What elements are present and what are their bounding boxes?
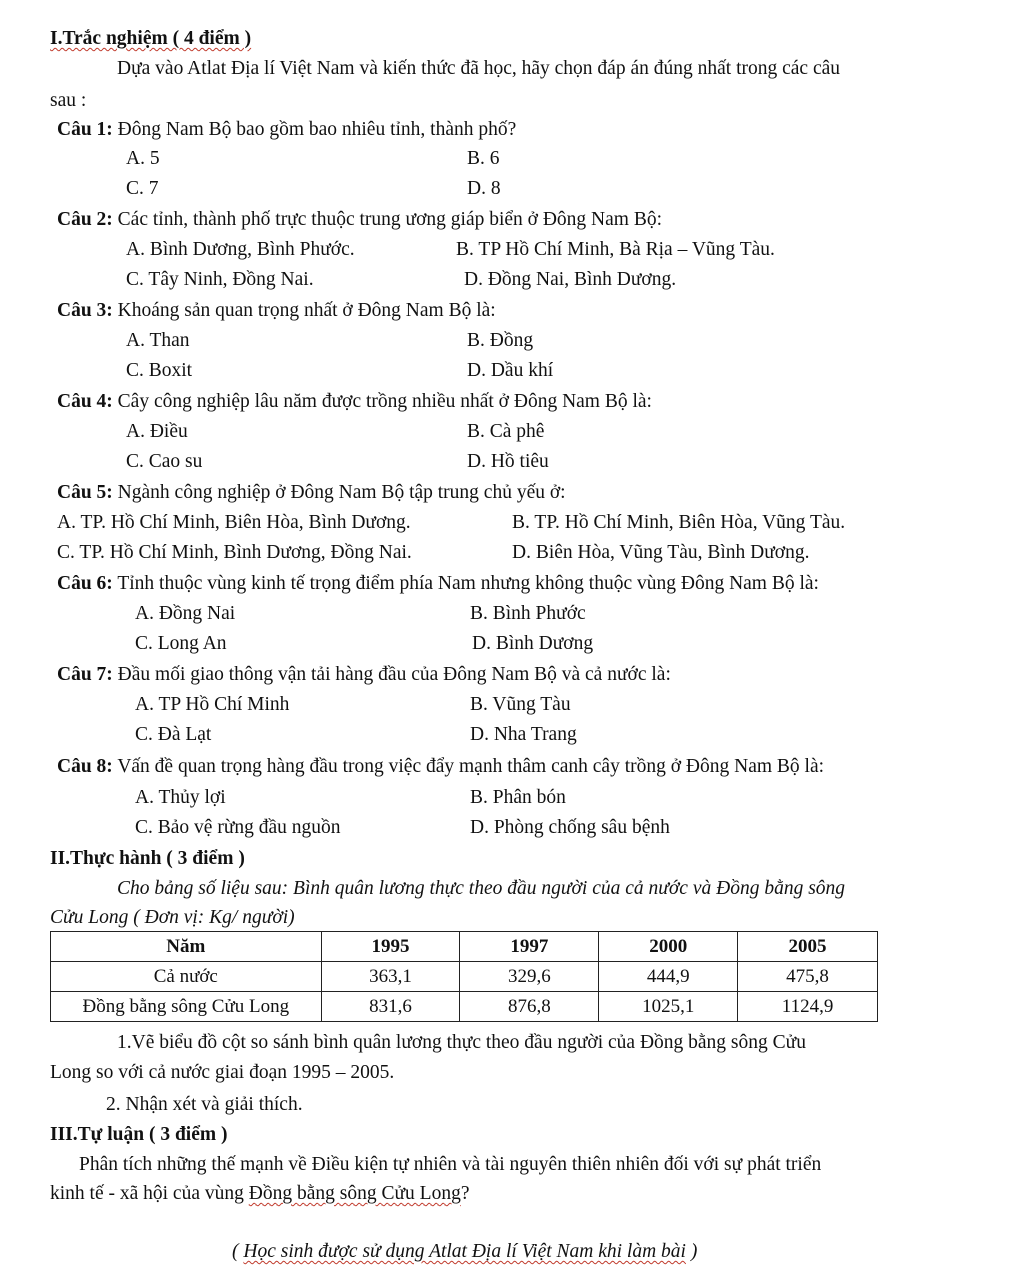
footer-note xyxy=(232,1240,697,1264)
section2-intro-line2: Cửu Long ( Đơn vị: Kg/ người) xyxy=(50,907,295,928)
q6-option-d: D. Bình Dương xyxy=(472,633,594,654)
q6-option-b: B. Bình Phước xyxy=(470,603,586,624)
table-cell: 475,8 xyxy=(738,962,878,992)
q7-option-d: D. Nha Trang xyxy=(470,724,577,745)
q5-option-a: A. TP. Hồ Chí Minh, Biên Hòa, Bình Dương. xyxy=(57,512,411,533)
table-cell: 329,6 xyxy=(460,962,599,992)
section2-intro-line1: Cho bảng số liệu sau: Bình quân lương thực theo đầu người của cả nước và Đồng bằng sông xyxy=(117,878,846,899)
footer-note-text: Học sinh được sử dụng Atlat Địa lí Việt Nam khi làm bài xyxy=(243,1241,686,1262)
table-header-cell: 2000 xyxy=(599,932,738,962)
question-label: Câu 2: xyxy=(57,209,113,230)
question-text: Tỉnh thuộc vùng kinh tế trọng điểm phía Nam nhưng không thuộc vùng Đông Nam Bộ là: xyxy=(112,573,819,594)
q4-option-c: C. Cao su xyxy=(126,451,203,472)
task2: 2. Nhận xét và giải thích. xyxy=(106,1094,303,1115)
section1-title xyxy=(50,27,251,51)
question-3 xyxy=(57,299,496,323)
question-text: Đầu mối giao thông vận tải hàng đầu của Đông Nam Bộ và cả nước là: xyxy=(112,664,671,685)
question-text: Khoáng sản quan trọng nhất ở Đông Nam Bộ là: xyxy=(112,300,496,321)
q8-option-c: C. Bảo vệ rừng đầu nguồn xyxy=(135,817,341,838)
question-6 xyxy=(57,572,819,596)
section3-text-part: kinh tế - xã hội của vùng xyxy=(50,1183,249,1204)
table-cell: 831,6 xyxy=(321,992,460,1022)
q6-option-c: C. Long An xyxy=(135,633,227,654)
table-cell: Cả nước xyxy=(51,962,322,992)
table-row xyxy=(51,962,878,992)
q3-option-b: B. Đồng xyxy=(467,330,534,351)
data-table xyxy=(50,931,878,1022)
q2-option-c: C. Tây Ninh, Đồng Nai. xyxy=(126,269,314,290)
q1-option-b: B. 6 xyxy=(467,148,500,169)
table-cell: Đồng bằng sông Cửu Long xyxy=(51,992,322,1022)
section3-text-end: ? xyxy=(460,1183,470,1204)
table-cell: 363,1 xyxy=(321,962,460,992)
q7-option-c: C. Đà Lạt xyxy=(135,724,212,745)
task1-line1: 1.Vẽ biểu đồ cột so sánh bình quân lương thực theo đầu người của Đồng bằng sông Cửu xyxy=(117,1032,806,1053)
q2-option-b: B. TP Hồ Chí Minh, Bà Rịa – Vũng Tàu. xyxy=(456,239,775,260)
q4-option-b: B. Cà phê xyxy=(467,421,545,442)
question-5 xyxy=(57,481,566,505)
question-text: Cây công nghiệp lâu năm được trồng nhiều nhất ở Đông Nam Bộ là: xyxy=(112,391,652,412)
q7-option-b: B. Vũng Tàu xyxy=(470,694,571,715)
region-name: Đồng bằng sông Cửu Long xyxy=(248,1183,461,1204)
table-cell: 444,9 xyxy=(599,962,738,992)
q4-option-d: D. Hồ tiêu xyxy=(467,451,549,472)
section3-title: III.Tự luận ( 3 điểm ) xyxy=(50,1124,228,1145)
section3-text-line2 xyxy=(50,1182,469,1206)
q3-option-d: D. Dầu khí xyxy=(467,360,554,381)
q2-option-d: D. Đồng Nai, Bình Dương. xyxy=(464,269,677,290)
q5-option-d: D. Biên Hòa, Vũng Tàu, Bình Dương. xyxy=(512,542,810,563)
table-cell: 1025,1 xyxy=(599,992,738,1022)
question-8 xyxy=(57,755,824,779)
question-2 xyxy=(57,208,662,232)
q6-option-a: A. Đồng Nai xyxy=(135,603,236,624)
question-text: Các tỉnh, thành phố trực thuộc trung ương giáp biển ở Đông Nam Bộ: xyxy=(112,209,663,230)
section1-intro-line1: Dựa vào Atlat Địa lí Việt Nam và kiến thức đã học, hãy chọn đáp án đúng nhất trong các câu xyxy=(117,58,841,79)
table-header-cell: Năm xyxy=(51,932,322,962)
footer-open: ( xyxy=(232,1241,244,1262)
question-label: Câu 7: xyxy=(57,664,113,685)
q8-option-a: A. Thủy lợi xyxy=(135,787,226,808)
q7-option-a: A. TP Hồ Chí Minh xyxy=(135,694,290,715)
table-header-row xyxy=(51,932,878,962)
q1-option-d: D. 8 xyxy=(467,178,501,199)
section2-title: II.Thực hành ( 3 điểm ) xyxy=(50,848,245,869)
question-text: Ngành công nghiệp ở Đông Nam Bộ tập trung chủ yếu ở: xyxy=(112,482,566,503)
section3-text-line1: Phân tích những thế mạnh về Điều kiện tự nhiên và tài nguyên thiên nhiên đối với sự phát triển xyxy=(79,1154,822,1175)
question-7 xyxy=(57,663,671,687)
q3-option-a: A. Than xyxy=(126,330,190,351)
q4-option-a: A. Điều xyxy=(126,421,188,442)
footer-close: ) xyxy=(685,1241,698,1262)
question-label: Câu 3: xyxy=(57,300,113,321)
q8-option-d: D. Phòng chống sâu bệnh xyxy=(470,817,670,838)
table-cell: 876,8 xyxy=(460,992,599,1022)
q3-option-c: C. Boxit xyxy=(126,360,193,381)
q5-option-c: C. TP. Hồ Chí Minh, Bình Dương, Đồng Nai. xyxy=(57,542,412,563)
question-label: Câu 5: xyxy=(57,482,113,503)
question-label: Câu 8: xyxy=(57,756,113,777)
question-4 xyxy=(57,390,652,414)
table-header-cell: 1995 xyxy=(321,932,460,962)
q8-option-b: B. Phân bón xyxy=(470,787,566,808)
q5-option-b: B. TP. Hồ Chí Minh, Biên Hòa, Vũng Tàu. xyxy=(512,512,846,533)
table-header-cell: 2005 xyxy=(738,932,878,962)
question-text: Vấn đề quan trọng hàng đầu trong việc đẩy mạnh thâm canh cây trồng ở Đông Nam Bộ là: xyxy=(112,756,825,777)
question-label: Câu 4: xyxy=(57,391,113,412)
q1-option-c: C. 7 xyxy=(126,178,159,199)
question-label: Câu 1: xyxy=(57,119,113,140)
table-header-cell: 1997 xyxy=(460,932,599,962)
question-text: Đông Nam Bộ bao gồm bao nhiêu tỉnh, thành phố? xyxy=(112,119,517,140)
question-label: Câu 6: xyxy=(57,573,113,594)
section1-title-text: I.Trắc nghiệm ( 4 điểm ) xyxy=(50,28,252,49)
table-row xyxy=(51,992,878,1022)
section1-intro-line2: sau : xyxy=(50,90,87,111)
q2-option-a: A. Bình Dương, Bình Phước. xyxy=(126,239,355,260)
question-1 xyxy=(57,118,516,142)
table-cell: 1124,9 xyxy=(738,992,878,1022)
task1-line2: Long so với cả nước giai đoạn 1995 – 2005. xyxy=(50,1062,395,1083)
q1-option-a: A. 5 xyxy=(126,148,160,169)
